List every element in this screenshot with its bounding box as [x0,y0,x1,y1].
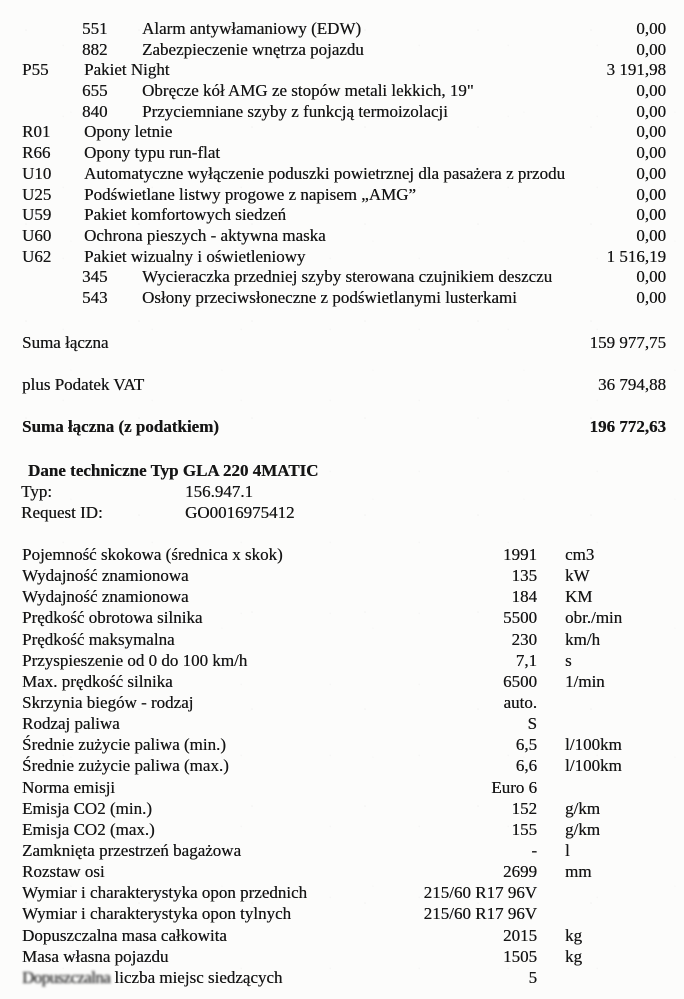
spec-label: Średnie zużycie paliwa (min.) [22,735,226,755]
spec-row [0,946,684,967]
spec-unit: l/100km [565,735,622,755]
option-price: 0,00 [636,267,666,287]
total-row [0,375,684,395]
meta-value: GO0016975412 [185,503,295,522]
option-price: 0,00 [636,122,666,142]
spec-row [0,861,684,882]
option-label: Zabezpieczenie wnętrza pojazdu [142,39,364,59]
spec-unit: s [565,650,572,670]
option-code: 543 [82,287,108,307]
total-value: 196 772,63 [589,417,666,436]
spec-label: Wydajność znamionowa [22,587,189,607]
spec-unit: km/h [565,629,600,649]
spec-unit: KM [565,587,593,607]
spec-value: 6500 [503,671,537,691]
meta-row [0,482,684,502]
option-price: 0,00 [636,205,666,225]
option-label: Osłony przeciwsłoneczne z podświetlanymi lusterkami [142,287,517,307]
spec-label: Dopuszczalna masa całkowita [22,925,227,945]
option-price: 0,00 [636,143,666,163]
option-code: 882 [82,39,108,59]
spec-unit: g/km [565,819,600,839]
spec-unit: cm3 [565,545,595,564]
spec-value: 2015 [503,925,537,945]
option-label: Automatyczne wyłączenie poduszki powietrznej dla pasażera z przodu [84,163,565,183]
technical-section-heading: Dane techniczne Typ GLA 220 4MATIC [28,461,319,480]
option-price: 0,00 [636,19,666,38]
option-row [0,102,684,123]
spec-value: auto. [503,692,537,712]
total-label: Suma łączna (z podatkiem) [22,417,219,436]
spec-unit: kg [565,925,582,945]
total-value: 159 977,75 [589,333,666,352]
spec-value: 155 [511,819,537,839]
spec-row [0,544,684,565]
spec-label: Norma emisji [22,777,116,797]
option-price: 3 191,98 [606,60,666,80]
spec-row [0,607,684,628]
spec-label: Prędkość obrotowa silnika [22,608,203,628]
spec-label: Wymiar i charakterystyka opon przednich [22,883,308,903]
spec-row [0,840,684,861]
option-code: U59 [22,205,52,225]
option-code: 655 [82,81,108,101]
option-code: R01 [22,122,51,142]
spec-label: Zamknięta przestrzeń bagażowa [22,840,241,860]
spec-unit: kW [565,566,590,586]
spec-value: 6,5 [515,735,537,755]
spec-label: Emisja CO2 (max.) [22,819,155,839]
option-row [0,267,684,288]
option-code: U10 [22,163,52,183]
option-label: Pakiet Night [84,60,170,80]
spec-label: Skrzynia biegów - rodzaj [22,692,194,712]
option-label: Alarm antywłamaniowy (EDW) [142,19,362,38]
spec-row [0,671,684,692]
spec-unit: g/km [565,798,600,818]
spec-unit: mm [565,862,592,882]
spec-value: 5 [528,967,537,987]
option-row [0,185,684,206]
option-label: Obręcze kół AMG ze stopów metali lekkich, 19" [142,81,474,101]
option-row [0,60,684,81]
spec-value: 152 [511,798,537,818]
option-price: 0,00 [636,39,666,59]
spec-value: 135 [511,566,537,586]
spec-label: Rodzaj paliwa [22,714,120,734]
option-row [0,247,684,268]
meta-row [0,503,684,523]
spec-row [0,629,684,650]
option-label: Przyciemniane szyby z funkcją termoizolacji [142,101,448,121]
option-row [0,226,684,247]
spec-value: 1505 [503,946,537,966]
technical-spec-table [0,544,684,988]
option-label: Opony letnie [84,122,173,142]
option-label: Podświetlane listwy progowe z napisem „AMG” [84,184,416,204]
spec-row [0,925,684,946]
option-row [0,19,684,40]
spec-label: Średnie zużycie paliwa (max.) [22,756,229,776]
option-label: Wycieraczka przedniej szyby sterowana czujnikiem deszczu [142,267,553,287]
spec-row [0,565,684,586]
options-list [0,19,684,309]
option-row [0,122,684,143]
spec-row [0,882,684,903]
spec-value: - [531,840,537,860]
option-row [0,205,684,226]
total-label: Suma łączna [22,333,109,352]
total-label: plus Podatek VAT [22,375,145,394]
option-code: 551 [82,19,108,38]
spec-label-smudged-word: Dopuszczalna [22,967,111,987]
option-code: 840 [82,101,108,121]
spec-value: 215/60 R17 96V [423,883,537,903]
spec-label: Masa własna pojazdu [22,946,169,966]
option-price: 1 516,19 [606,246,666,266]
spec-unit: l/100km [565,756,622,776]
spec-value: 1991 [503,545,537,564]
spec-row [0,819,684,840]
meta-value: 156.947.1 [185,482,253,501]
spec-value: 2699 [503,862,537,882]
total-value: 36 794,88 [598,375,666,394]
option-price: 0,00 [636,184,666,204]
option-row [0,143,684,164]
spec-row [0,798,684,819]
spec-unit: l [565,840,570,860]
spec-row [0,734,684,755]
spec-label: Emisja CO2 (min.) [22,798,152,818]
option-code: 345 [82,267,108,287]
option-price: 0,00 [636,287,666,307]
spec-value: 5500 [503,608,537,628]
spec-label: Przyspieszenie od 0 do 100 km/h [22,650,248,670]
spec-value: S [527,714,537,734]
spec-value: 215/60 R17 96V [423,904,537,924]
spec-label: Prędkość maksymalna [22,629,175,649]
option-price: 0,00 [636,81,666,101]
spec-row [0,755,684,776]
spec-row [0,903,684,924]
option-price: 0,00 [636,163,666,183]
option-price: 0,00 [636,225,666,245]
total-row [0,333,684,353]
spec-label: Pojemność skokowa (średnica x skok) [22,545,283,564]
spec-label: Max. prędkość silnika [22,671,173,691]
option-label: Pakiet komfortowych siedzeń [84,205,287,225]
spec-value: 6,6 [515,756,537,776]
spec-label: Wydajność znamionowa [22,566,189,586]
option-price: 0,00 [636,101,666,121]
option-code: U25 [22,184,52,204]
option-code: U62 [22,246,52,266]
option-label: Pakiet wizualny i oświetleniowy [84,246,306,266]
spec-unit: kg [565,946,582,966]
spec-unit: obr./min [565,608,623,628]
spec-label: Rozstaw osi [22,862,105,882]
spec-value: 184 [511,587,537,607]
spec-row [0,586,684,607]
spec-unit: 1/min [565,671,605,691]
spec-label: Wymiar i charakterystyka opon tylnych [22,904,292,924]
meta-label: Request ID: [21,503,103,522]
option-label: Opony typu run-flat [84,143,220,163]
option-label: Ochrona pieszych - aktywna maska [84,225,326,245]
spec-row [0,713,684,734]
total-row [0,417,684,437]
spec-value: 230 [511,629,537,649]
spec-row [0,777,684,798]
spec-row [0,692,684,713]
spec-value: Euro 6 [491,777,537,797]
spec-row [0,967,684,988]
option-row [0,81,684,102]
option-code: P55 [22,60,49,80]
spec-value: 7,1 [515,650,537,670]
option-code: U60 [22,225,52,245]
option-code: R66 [22,143,51,163]
option-row [0,288,684,309]
spec-row [0,650,684,671]
meta-label: Typ: [21,482,52,501]
spec-label: Dopuszczalna liczba miejsc siedzących [22,967,283,987]
option-row [0,40,684,61]
option-row [0,164,684,185]
